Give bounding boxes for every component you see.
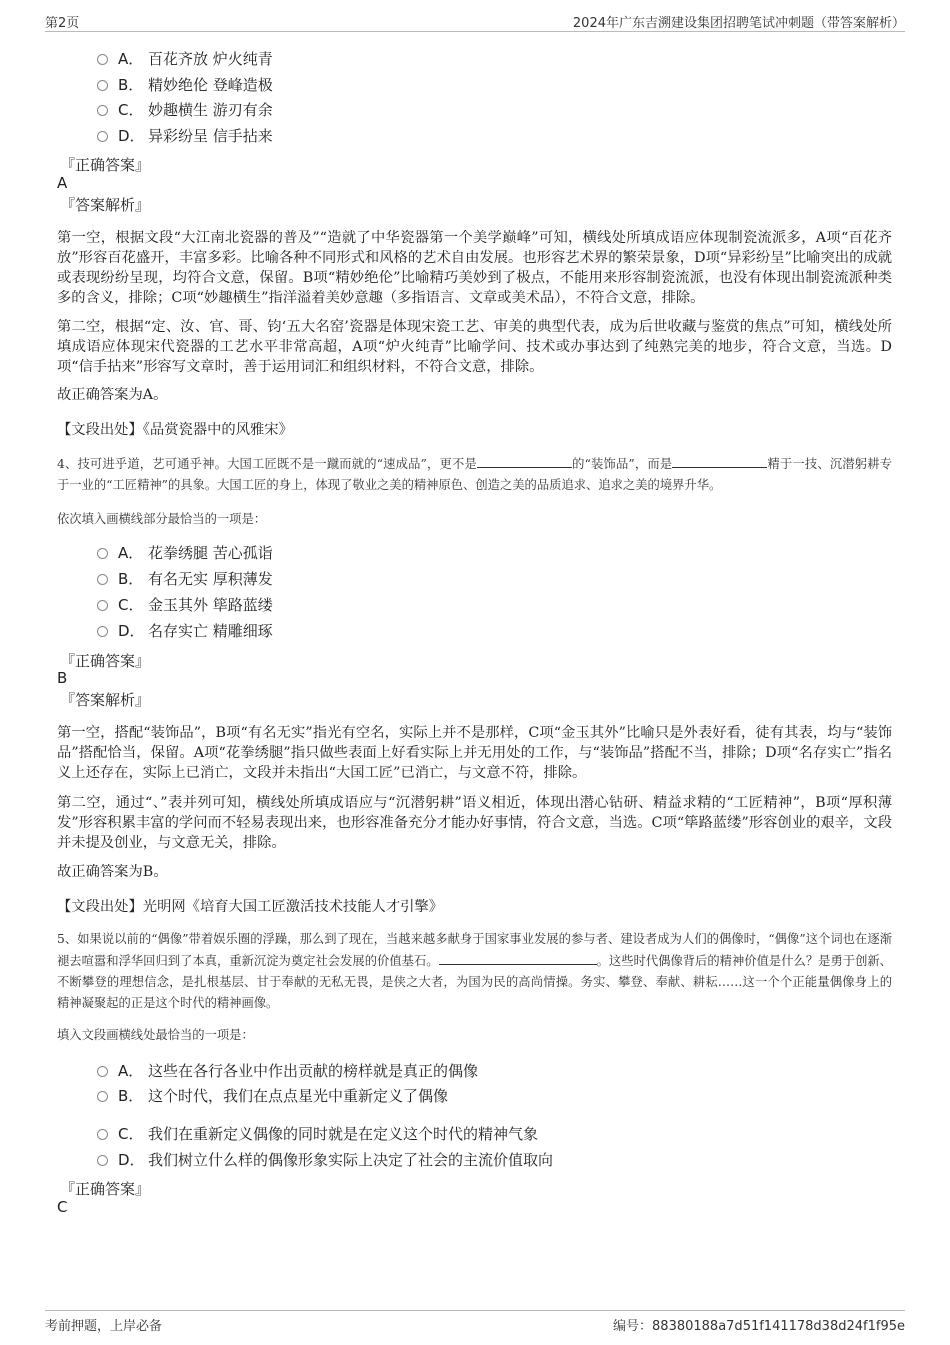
radio-icon[interactable] xyxy=(97,574,108,585)
q3-option-c[interactable]: C． 妙趣横生 游刃有余 xyxy=(97,99,273,121)
footer-slogan: 考前押题，上岸必备 xyxy=(45,1319,163,1334)
q4-prompt: 依次填入画横线部分最恰当的一项是： xyxy=(57,512,267,526)
q3-analysis-label: 『答案解析』 xyxy=(60,196,151,214)
radio-icon[interactable] xyxy=(97,105,108,116)
q4-analysis-label: 『答案解析』 xyxy=(60,691,151,709)
fill-blank xyxy=(672,453,767,468)
q3-answer: A xyxy=(57,174,68,192)
q4-answer-label: 『正确答案』 xyxy=(60,652,151,670)
q5-stem: 5、如果说以前的“偶像”带着娱乐圈的浮躁，那么到了现在，当越来越多献身于国家事业发展的参与者、建设者成为人们的偶像时，“偶像”这个词也在逐渐褪去喧嚣和浮华回归到了本真，重新沉淀为奠定社会发展的价值基石。 。这些时代偶像背后的精神价值是什么？是勇于创新、不断攀登的理想信念，是扎根基层、甘于奉献的无私无畏，是侠之大者，为国为民的高尚情操。务实、攀登、奉献、耕耘……这一个个正能量偶像身上的精神凝聚起的正是这个时代的精神画像。 xyxy=(57,932,892,1010)
page-number: 第2页 xyxy=(45,16,80,31)
radio-icon[interactable] xyxy=(97,1066,108,1077)
q4-stem: 4、技可进乎道，艺可通乎神。大国工匠既不是一蹴而就的“速成品”，更不是 的“装饰品”，而是 精于一技、沉潜躬耕专于一业的“工匠精神”的具象。大国工匠的身上，体现了敬业之美的精神原色、创造之美的品质追求、追求之美的境界升华。 xyxy=(57,453,892,496)
q5-option-c[interactable]: C． 我们在重新定义偶像的同时就是在定义这个时代的精神气象 xyxy=(97,1123,538,1145)
q3-answer-label: 『正确答案』 xyxy=(60,156,151,174)
document-title: 2024年广东吉溯建设集团招聘笔试冲刺题（带答案解析） xyxy=(572,16,905,31)
radio-icon[interactable] xyxy=(97,1155,108,1166)
q3-source: 【文段出处】《品赏瓷器中的风雅宋》 xyxy=(57,422,293,438)
q5-answer-label: 『正确答案』 xyxy=(60,1180,151,1198)
q3-analysis-paragraph: 第一空，根据文段“大江南北瓷器的普及”“造就了中华瓷器第一个美学巅峰”可知，横线处所填成语应体现制瓷流派多，A项“百花齐放”形容百花盛开，丰富多彩。比喻各种不同形式和风格的艺术自由发展。也形容艺术界的繁荣景象，D项“异彩纷呈”比喻突出的成就或表现纷纷呈现，均符合文意，保留。B项“精妙绝伦”比喻精巧美妙到了极点，不能用来形容制瓷流派，也没有体现出制瓷流派种类多的含义，排除；C项“妙趣横生”指洋溢着美妙意趣（多指语言、文章或美术品），不符合文意，排除。 xyxy=(57,230,892,306)
q4-analysis-paragraph: 第一空，搭配“装饰品”，B项“有名无实”指光有空名，实际上并不是那样，C项“金玉其外”比喻只是外表好看，徒有其表，均与“装饰品”搭配恰当，保留。A项“花拳绣腿”指只做些表面上好看实际上并无用处的工作，与“装饰品”搭配不当，排除；D项“名存实亡”指名义上还存在，实际上已消亡，文段并未指出“大国工匠”已消亡，与文意不符，排除。 xyxy=(57,725,892,781)
radio-icon[interactable] xyxy=(97,131,108,142)
q5-answer: C xyxy=(57,1198,68,1216)
q3-analysis-paragraph: 第二空，根据“定、汝、官、哥、钧‘五大名窑’瓷器是体现宋瓷工艺、审美的典型代表，成为后世收藏与鉴赏的焦点”可知，横线处所填成语应体现宋代瓷器的工艺水平非常高超，A项“炉火纯青”比喻学问、技术或办事达到了纯熟完美的地步，符合文意，当选。D项“信手拈来”形容写文章时，善于运用词汇和组织材料，不符合文意，排除。 xyxy=(57,319,892,375)
fill-blank xyxy=(439,950,597,965)
radio-icon[interactable] xyxy=(97,626,108,637)
q3-option-d[interactable]: D． 异彩纷呈 信手拈来 xyxy=(97,125,273,147)
footer-divider xyxy=(45,1310,905,1311)
document-id: 编号：88380188a7d51f141178d38d24f1f95e xyxy=(613,1319,905,1334)
radio-icon[interactable] xyxy=(97,54,108,65)
q5-option-b[interactable]: B． 这个时代，我们在点点星光中重新定义了偶像 xyxy=(97,1085,448,1107)
header-divider xyxy=(45,31,905,32)
radio-icon[interactable] xyxy=(97,600,108,611)
q4-source: 【文段出处】光明网《培育大国工匠激活技术技能人才引擎》 xyxy=(57,899,444,915)
q5-option-d[interactable]: D． 我们树立什么样的偶像形象实际上决定了社会的主流价值取向 xyxy=(97,1149,553,1171)
q5-prompt: 填入文段画横线处最恰当的一项是： xyxy=(57,1028,254,1042)
q4-option-c[interactable]: C． 金玉其外 筚路蓝缕 xyxy=(97,594,273,616)
radio-icon[interactable] xyxy=(97,1129,108,1140)
q4-answer: B xyxy=(57,669,68,687)
q5-option-a[interactable]: A． 这些在各行各业中作出贡献的榜样就是真正的偶像 xyxy=(97,1060,478,1082)
radio-icon[interactable] xyxy=(97,80,108,91)
q4-conclusion: 故正确答案为B。 xyxy=(57,864,168,880)
q3-conclusion: 故正确答案为A。 xyxy=(57,387,168,403)
q4-option-d[interactable]: D． 名存实亡 精雕细琢 xyxy=(97,620,273,642)
q4-analysis-paragraph: 第二空，通过“、”表并列可知，横线处所填成语应与“沉潜躬耕”语义相近，体现出潜心钻研、精益求精的“工匠精神”，B项“厚积薄发”形容积累丰富的学问而不轻易表现出来，也形容准备充分才能办好事情，符合文意，当选。C项“筚路蓝缕”形容创业的艰辛，文段并未提及创业，与文意无关，排除。 xyxy=(57,795,892,851)
q3-option-b[interactable]: B． 精妙绝伦 登峰造极 xyxy=(97,74,273,96)
q4-option-a[interactable]: A． 花拳绣腿 苦心孤诣 xyxy=(97,542,273,564)
radio-icon[interactable] xyxy=(97,1091,108,1102)
q3-option-a[interactable]: A． 百花齐放 炉火纯青 xyxy=(97,48,273,70)
radio-icon[interactable] xyxy=(97,548,108,559)
q4-option-b[interactable]: B． 有名无实 厚积薄发 xyxy=(97,568,273,590)
fill-blank xyxy=(477,453,572,468)
